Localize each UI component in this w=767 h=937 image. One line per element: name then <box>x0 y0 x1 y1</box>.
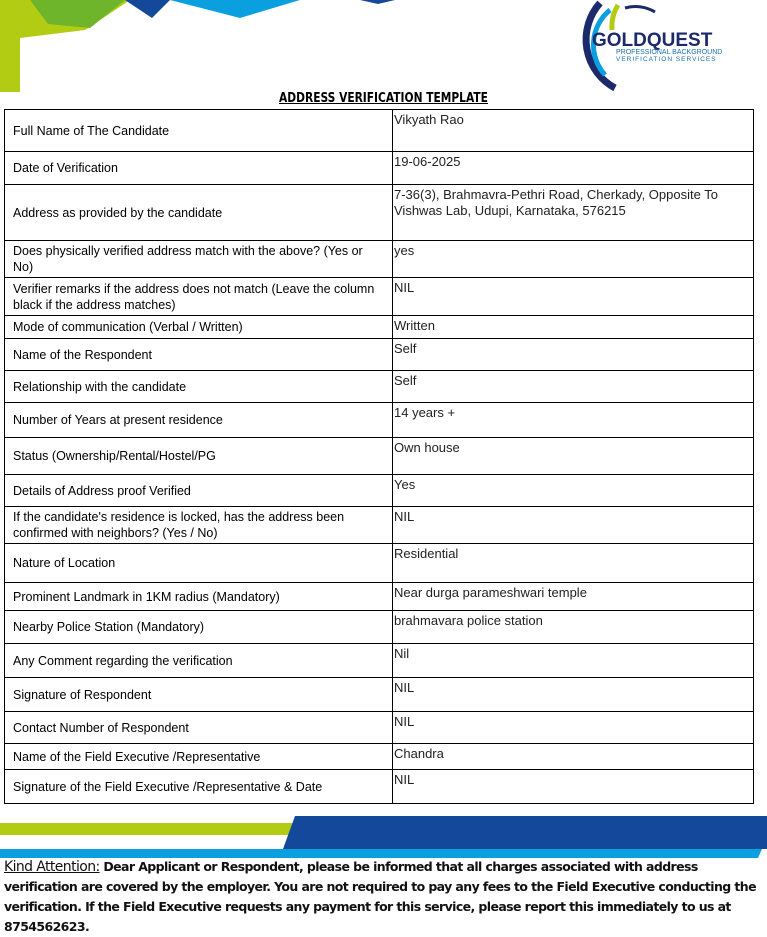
field-label: Status (Ownership/Rental/Hostel/PG <box>5 438 393 475</box>
field-label: Name of the Field Executive /Representative <box>5 744 393 770</box>
field-label: Full Name of The Candidate <box>5 110 393 152</box>
field-value: brahmavara police station <box>393 611 754 644</box>
field-value: Self <box>393 339 754 371</box>
footer-decoration <box>0 816 767 860</box>
header-decoration <box>0 0 420 95</box>
field-value: NIL <box>393 712 754 744</box>
field-value: Yes <box>393 475 754 507</box>
field-label: Name of the Respondent <box>5 339 393 371</box>
table-row <box>5 544 754 583</box>
table-row <box>5 583 754 611</box>
svg-text:VERIFICATION SERVICES: VERIFICATION SERVICES <box>616 56 717 63</box>
table-row <box>5 278 754 316</box>
goldquest-logo <box>540 0 740 92</box>
field-value: Vikyath Rao <box>393 110 754 152</box>
field-value: NIL <box>393 678 754 712</box>
table-row <box>5 241 754 278</box>
field-label: Nearby Police Station (Mandatory) <box>5 611 393 644</box>
field-value: yes <box>393 241 754 278</box>
table-row <box>5 507 754 544</box>
field-value: 19-06-2025 <box>393 152 754 185</box>
field-label: Prominent Landmark in 1KM radius (Mandatory) <box>5 583 393 611</box>
svg-text:PROFESSIONAL BACKGROUND: PROFESSIONAL BACKGROUND <box>616 49 723 56</box>
field-value: Nil <box>393 644 754 678</box>
field-value: 7-36(3), Brahmavra-Pethri Road, Cherkady, Opposite To Vishwas Lab, Udupi, Karnataka, 576215 <box>393 185 754 241</box>
field-label: Verifier remarks if the address does not match (Leave the column black if the address matches) <box>5 278 393 316</box>
field-value: Written <box>393 316 754 339</box>
field-label: Signature of the Field Executive /Representative & Date <box>5 770 393 804</box>
field-label: Nature of Location <box>5 544 393 583</box>
logo-brand: GOLDQUEST <box>592 30 713 51</box>
field-value: 14 years + <box>393 403 754 438</box>
table-row <box>5 678 754 712</box>
page-title: ADDRESS VERIFICATION TEMPLATE <box>279 91 488 106</box>
field-value: Own house <box>393 438 754 475</box>
table-row <box>5 712 754 744</box>
field-label: Relationship with the candidate <box>5 371 393 403</box>
verification-table <box>4 109 754 804</box>
field-value: NIL <box>393 278 754 316</box>
field-value: Self <box>393 371 754 403</box>
field-label: Number of Years at present residence <box>5 403 393 438</box>
table-row <box>5 185 754 241</box>
table-row <box>5 339 754 371</box>
table-row <box>5 403 754 438</box>
field-label: Details of Address proof Verified <box>5 475 393 507</box>
table-row <box>5 152 754 185</box>
field-label: Mode of communication (Verbal / Written) <box>5 316 393 339</box>
field-value: Chandra <box>393 744 754 770</box>
table-row <box>5 475 754 507</box>
table-row <box>5 371 754 403</box>
table-row <box>5 770 754 804</box>
field-value: Near durga parameshwari temple <box>393 583 754 611</box>
table-row <box>5 316 754 339</box>
field-value: NIL <box>393 770 754 804</box>
field-label: If the candidate's residence is locked, has the address been confirmed with neighbors? (Yes / No) <box>5 507 393 544</box>
table-row <box>5 438 754 475</box>
field-value: NIL <box>393 507 754 544</box>
field-label: Does physically verified address match with the above? (Yes or No) <box>5 241 393 278</box>
table-row <box>5 110 754 152</box>
table-row <box>5 744 754 770</box>
field-label: Address as provided by the candidate <box>5 185 393 241</box>
field-label: Signature of Respondent <box>5 678 393 712</box>
field-label: Any Comment regarding the verification <box>5 644 393 678</box>
table-row <box>5 611 754 644</box>
field-label: Contact Number of Respondent <box>5 712 393 744</box>
field-label: Date of Verification <box>5 152 393 185</box>
table-row <box>5 644 754 678</box>
kind-attention-note: Kind Attention: Dear Applicant or Respondent, please be informed that all charges associated with address verification are covered by the employer. You are not required to pay any fees to the Field Executive conducting the verification. If the Field Executive requests any payment for this service, please report this immediately to us at 8754562623. <box>4 859 756 934</box>
field-value: Residential <box>393 544 754 583</box>
